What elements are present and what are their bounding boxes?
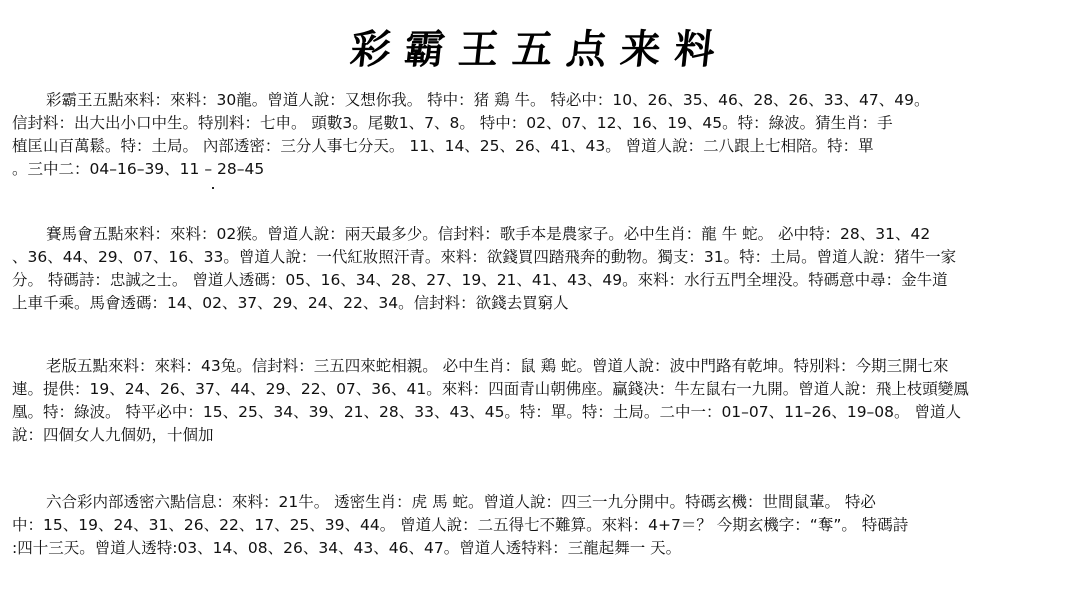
text-line: 連。提供：19、24、26、37、44、29、22、07、36、41。來料：四面青山朝佛座。贏錢决：牛左鼠右一九開。曾道人說：飛上枝頭變鳳	[12, 380, 969, 398]
page-title: 彩霸王五点来料	[348, 26, 732, 73]
text-line: 。三中二：04–16–39、11 – 28–45	[12, 160, 265, 178]
text-line: 、36、44、29、07、16、33。曾道人說：一代紅妝照汗青。來料：欲錢買四踏飛奔的動物。獨支：31。特：土局。曾道人說：猪牛一家	[12, 248, 957, 266]
text-line: 賽馬會五點來料：來料：02猴。曾道人說：兩天最多少。信封料：歌手本是農家子。必中生肖：龍 牛 蛇。 必中特：28、31、42	[46, 225, 931, 243]
section-lao-ban	[12, 355, 1068, 447]
section-cai-ba-wang	[12, 89, 1068, 181]
text-line: 信封料：出大出小口中生。特別料：七申。 頭數3。尾數1、7、8。 特中：02、07、12、16、19、45。特：綠波。猜生肖：手	[12, 114, 893, 132]
section-liu-he-cai	[12, 491, 1068, 560]
text-line: 中：15、19、24、31、26、22、17、25、39、44。 曾道人說：二五得七不難算。來料：4+7＝？ 今期玄機字：“奪”。 特碼詩	[12, 516, 909, 534]
stray-mark	[212, 187, 214, 189]
text-line: 彩霸王五點來料：來料：30龍。曾道人說：又想你我。 特中：猪 鶏 牛。 特必中：10、26、35、46、28、26、33、47、49。	[46, 91, 930, 109]
text-line: 說：四個女人九個奶，十個加	[12, 426, 214, 444]
text-line: 分。 特碼詩：忠誠之士。 曾道人透碼：05、16、34、28、27、19、21、41、43、49。來料：水行五門全埋没。特碼意中尋：金牛道	[12, 271, 948, 289]
text-line: 六合彩内部透密六點信息：來料：21牛。 透密生肖：虎 馬 蛇。曾道人說：四三一九分開中。特碼玄機：世間鼠輩。 特必	[46, 493, 876, 511]
text-line: :四十三天。曾道人透特:03、14、08、26、34、43、46、47。曾道人透特料：三龍起舞一 天。	[12, 539, 682, 557]
section-sai-ma-hui	[12, 223, 1068, 315]
text-line: 老版五點來料：來料：43兔。信封料：三五四來蛇相親。 必中生肖：鼠 鶏 蛇。曾道人說：波中門路有乾坤。特別料：今期三開七來	[46, 357, 949, 375]
text-line: 凰。特：綠波。 特平必中：15、25、34、39、21、28、33、43、45。特：單。特：土局。二中一：01–07、11–26、19–08。 曾道人	[12, 403, 961, 421]
text-line: 上車千乘。馬會透碼：14、02、37、29、24、22、34。信封料：欲錢去買窮人	[12, 294, 569, 312]
text-line: 植匡山百萬鬆。特：土局。 內部透密：三分人事七分天。 11、14、25、26、41、43。 曾道人說：二八跟上七相陪。特：單	[12, 137, 874, 155]
